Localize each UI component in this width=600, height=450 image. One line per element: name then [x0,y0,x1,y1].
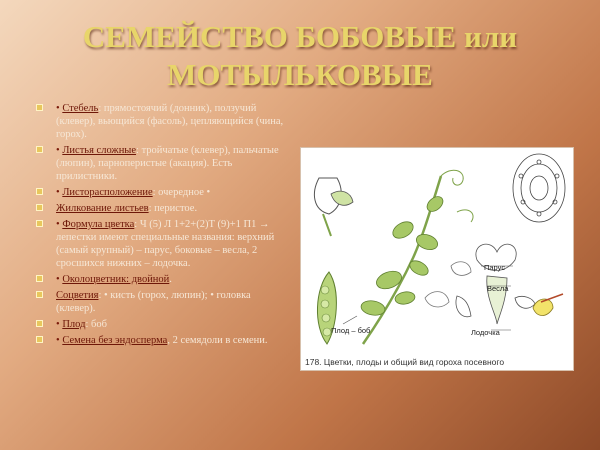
bullet-marker-icon [36,291,43,298]
bullet-list [36,102,292,350]
bullet-marker-icon [36,188,43,195]
label-lodochka: Лодочка [471,328,500,337]
bullet-marker-icon [36,204,43,211]
bullet-inflorescence: Соцветия: • кисть (горох, люпин); • головка (клевер). [36,289,292,315]
figure-caption: 178. Цветки, плоды и общий вид гороха посевного [305,357,505,367]
bullet-leaf-arrangement: • Листорасположение: очередное • [36,186,292,199]
flower-sketch-icon [314,178,353,236]
pea-illustration [300,147,574,371]
bullet-leaves: • Листья сложные: тройчатые (клевер), пальчатые (люпин), парноперистые (акация). Есть прилистники. [36,144,292,183]
bullet-fruit: • Плод: боб [36,318,292,331]
label-vesla: Весла [487,284,509,293]
bullet-seeds: • Семена без эндосперма, 2 семядоли в семени. [36,334,292,347]
bullet-stem: • Стебель: прямостоячий (донник), ползучий (клевер), вьющийся (фасоль), цепляющийся (чина, горох). [36,102,292,141]
bullet-marker-icon [36,220,43,227]
bullet-perianth: • Околоцветник: двойной. [36,273,292,286]
flower-diagram-icon [513,154,565,222]
pea-plant-drawing [301,148,573,354]
bullet-marker-icon [36,275,43,282]
bullet-marker-icon [36,336,43,343]
bullet-marker-icon [36,320,43,327]
bullet-marker-icon [36,104,43,111]
label-plod: Плод – боб [331,326,371,335]
label-parus: Парус [484,263,506,272]
flower-parts-icon [456,244,563,324]
bullet-venation: Жилкование листьев: перистое. [36,202,292,215]
slide-title: СЕМЕЙСТВО БОБОВЫЕ или МОТЫЛЬКОВЫЕ [82,19,518,92]
bullet-marker-icon [36,146,43,153]
bullet-flower-formula: • Формула цветка: Ч (5) Л 1+2+(2)Т (9)+1 П1 → лепестки имеют специальные названия: верхний (самый крупный) – парус, боковые – весла, 2 сросшихся нижних – лодочка. [36,218,292,270]
